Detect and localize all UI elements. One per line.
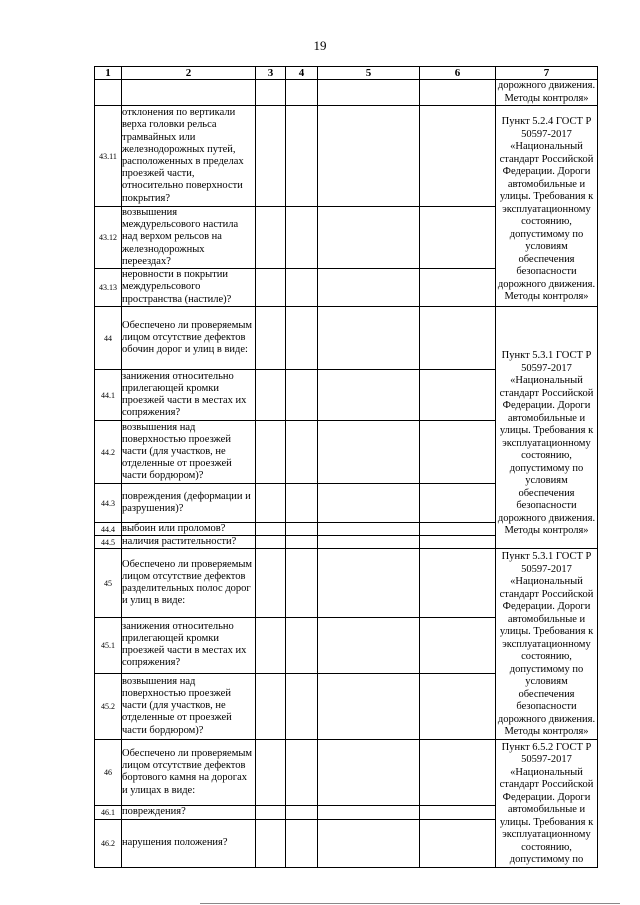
answer-cell [256,536,286,549]
normative-reference: Пункт 5.2.4 ГОСТ Р 50597-2017 «Национальный стандарт Российской Федерации. Дороги автомобильные и улицы. Требования к эксплуатационному состоянию, допустимому по условиям обеспечения безопасности дорожного движения. Методы контроля» [496,106,598,307]
row-question: Обеспечено ли проверяемым лицом отсутствие дефектов разделительных полос дорог и улиц в виде: [122,549,256,617]
answer-cell [286,617,318,673]
answer-cell [420,805,496,819]
row-number: 44.4 [95,523,122,536]
row-number: 43.13 [95,269,122,307]
answer-cell [420,617,496,673]
answer-cell [286,80,318,106]
answer-cell [420,207,496,269]
answer-cell [318,739,420,805]
answer-cell [256,673,286,739]
answer-cell [318,307,420,370]
col-header-3: 3 [256,67,286,80]
answer-cell [286,536,318,549]
row-question: повреждения? [122,805,256,819]
answer-cell [318,106,420,207]
answer-cell [256,617,286,673]
row-question: занижения относительно прилегающей кромки проезжей части в местах их сопряжения? [122,370,256,421]
answer-cell [286,370,318,421]
row-question: отклонения по вертикали верха головки рельса трамвайных или железнодорожных путей, расположенных в пределах проезжей части, относительно поверхности покрытия? [122,106,256,207]
row-question: наличия растительности? [122,536,256,549]
answer-cell [318,421,420,484]
normative-reference: Пункт 6.5.2 ГОСТ Р 50597-2017 «Национальный стандарт Российской Федерации. Дороги автомобильные и улицы. Требования к эксплуатационному состоянию, допустимому по [496,739,598,867]
answer-cell [256,739,286,805]
answer-cell [286,739,318,805]
normative-reference: Пункт 5.3.1 ГОСТ Р 50597-2017 «Национальный стандарт Российской Федерации. Дороги автомобильные и улицы. Требования к эксплуатационному состоянию, допустимому по условиям обеспечения безопасности дорожного движения. Методы контроля» [496,307,598,549]
table-row [95,307,598,370]
row-question: возвышения междурельсового настила над верхом рельсов на железнодорожных переездах? [122,207,256,269]
row-question: Обеспечено ли проверяемым лицом отсутствие дефектов бортового камня на дорогах и улицах в виде: [122,739,256,805]
answer-cell [420,484,496,523]
answer-cell [420,523,496,536]
answer-cell [420,269,496,307]
page-number: 19 [313,38,327,53]
col-header-5: 5 [318,67,420,80]
answer-cell [286,805,318,819]
row-number: 44.5 [95,536,122,549]
answer-cell [286,549,318,617]
row-question: нарушения положения? [122,819,256,867]
answer-cell [256,80,286,106]
row-question: возвышения над поверхностью проезжей части (для участков, не отделенные от проезжей части бордюром)? [122,421,256,484]
answer-cell [256,370,286,421]
answer-cell [286,523,318,536]
answer-cell [318,536,420,549]
answer-cell [420,370,496,421]
normative-reference: дорожного движения. Методы контроля» [496,80,598,106]
answer-cell [318,819,420,867]
answer-cell [318,523,420,536]
col-header-4: 4 [286,67,318,80]
row-number: 46.2 [95,819,122,867]
row-number: 45.1 [95,617,122,673]
answer-cell [318,617,420,673]
answer-cell [318,80,420,106]
answer-cell [420,673,496,739]
answer-cell [286,307,318,370]
col-header-6: 6 [420,67,496,80]
row-question: неровности в покрытии междурельсового пространства (настиле)? [122,269,256,307]
answer-cell [256,523,286,536]
answer-cell [286,819,318,867]
answer-cell [286,106,318,207]
answer-cell [420,421,496,484]
answer-cell [256,307,286,370]
answer-cell [286,207,318,269]
col-header-1: 1 [95,67,122,80]
row-question: повреждения (деформации и разрушения)? [122,484,256,523]
answer-cell [256,421,286,484]
answer-cell [420,80,496,106]
answer-cell [286,269,318,307]
row-question: возвышения над поверхностью проезжей части (для участков, не отделенные от проезжей части бордюром)? [122,673,256,739]
answer-cell [420,549,496,617]
answer-cell [420,819,496,867]
header-row [95,67,598,80]
col-header-2: 2 [122,67,256,80]
row-number [95,80,122,106]
row-number: 44.3 [95,484,122,523]
row-question: выбоин или проломов? [122,523,256,536]
answer-cell [420,536,496,549]
answer-cell [420,739,496,805]
col-header-7: 7 [496,67,598,80]
answer-cell [256,549,286,617]
answer-cell [318,370,420,421]
row-number: 44.1 [95,370,122,421]
table-row [95,106,598,207]
row-number: 43.11 [95,106,122,207]
answer-cell [286,484,318,523]
answer-cell [420,307,496,370]
answer-cell [318,549,420,617]
row-question: занижения относительно прилегающей кромки проезжей части в местах их сопряжения? [122,617,256,673]
answer-cell [318,673,420,739]
row-number: 43.12 [95,207,122,269]
row-number: 46 [95,739,122,805]
answer-cell [420,106,496,207]
answer-cell [318,805,420,819]
table-row [95,80,598,106]
answer-cell [318,269,420,307]
answer-cell [256,819,286,867]
answer-cell [286,673,318,739]
page-edge-line [200,903,620,904]
answer-cell [256,484,286,523]
row-number: 46.1 [95,805,122,819]
row-number: 44 [95,307,122,370]
answer-cell [256,106,286,207]
answer-cell [256,207,286,269]
row-question [122,80,256,106]
answer-cell [256,805,286,819]
table-row [95,549,598,617]
row-number: 44.2 [95,421,122,484]
answer-cell [256,269,286,307]
table-row [95,739,598,805]
answer-cell [318,484,420,523]
answer-cell [286,421,318,484]
row-number: 45.2 [95,673,122,739]
normative-reference: Пункт 5.3.1 ГОСТ Р 50597-2017 «Национальный стандарт Российской Федерации. Дороги автомобильные и улицы. Требования к эксплуатационному состоянию, допустимому по условиям обеспечения безопасности дорожного движения. Методы контроля» [496,549,598,740]
checklist-table [94,66,598,868]
row-question: Обеспечено ли проверяемым лицом отсутствие дефектов обочин дорог и улиц в виде: [122,307,256,370]
row-number: 45 [95,549,122,617]
answer-cell [318,207,420,269]
